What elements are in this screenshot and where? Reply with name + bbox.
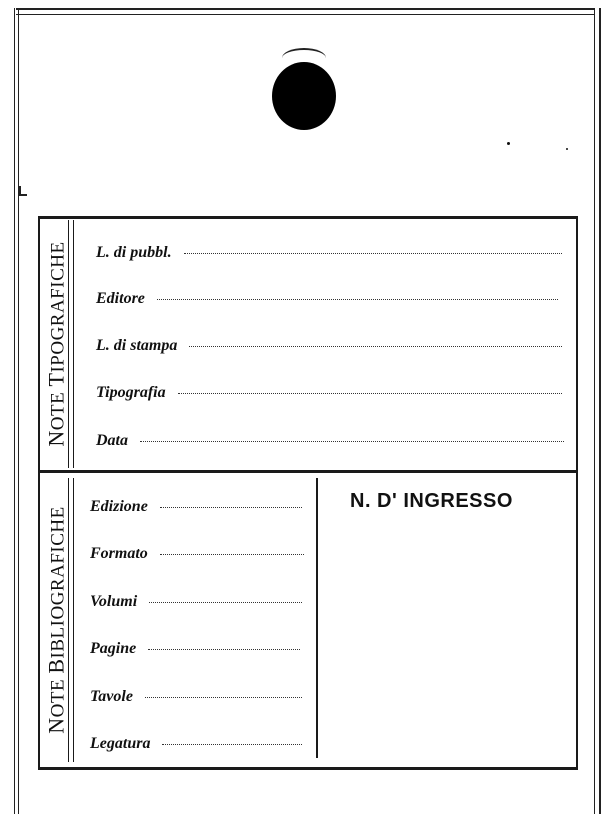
field-label: L. di pubbl. xyxy=(96,244,172,261)
fill-line[interactable] xyxy=(184,252,562,254)
field-label: Pagine xyxy=(90,640,137,657)
fill-line[interactable] xyxy=(160,506,302,508)
field-edizione[interactable] xyxy=(90,498,302,516)
section-divider xyxy=(38,470,578,473)
speck xyxy=(566,148,568,150)
note-tipografiche-strip xyxy=(40,220,74,468)
field-label: Volumi xyxy=(90,593,138,610)
field-label: Legatura xyxy=(90,735,151,752)
field-luogo-pubblicazione[interactable] xyxy=(96,244,562,262)
field-label: Edizione xyxy=(90,498,148,515)
fill-line[interactable] xyxy=(148,648,300,650)
field-formato[interactable] xyxy=(90,545,304,563)
fill-line[interactable] xyxy=(140,440,564,442)
corner-mark xyxy=(19,186,27,196)
field-editore[interactable] xyxy=(96,290,558,308)
field-label: Tipografia xyxy=(96,384,166,401)
note-bibliografiche-strip xyxy=(40,478,74,762)
fill-line[interactable] xyxy=(178,392,562,394)
fill-line[interactable] xyxy=(162,743,302,745)
fill-line[interactable] xyxy=(160,553,304,555)
ingresso-divider xyxy=(316,478,318,758)
card-top-border xyxy=(16,8,594,15)
field-label: Tavole xyxy=(90,688,133,705)
note-bibliografiche-title: NOTE BIBLIOGRAFICHE xyxy=(44,506,69,734)
field-label: L. di stampa xyxy=(96,337,178,354)
field-label: Editore xyxy=(96,290,145,307)
speck xyxy=(507,142,510,145)
field-tipografia[interactable] xyxy=(96,384,562,402)
field-volumi[interactable] xyxy=(90,593,302,611)
fill-line[interactable] xyxy=(149,601,302,603)
card-right-border xyxy=(594,8,601,814)
field-luogo-stampa[interactable] xyxy=(96,337,562,355)
note-tipografiche-title: NOTE TIPOGRAFICHE xyxy=(44,241,69,447)
card-left-border xyxy=(14,8,19,814)
field-data[interactable] xyxy=(96,432,564,450)
field-label: Data xyxy=(96,432,128,449)
fill-line[interactable] xyxy=(189,345,562,347)
fill-line[interactable] xyxy=(145,696,302,698)
punch-hole xyxy=(272,62,336,130)
field-legatura[interactable] xyxy=(90,735,302,753)
field-tavole[interactable] xyxy=(90,688,302,706)
numero-ingresso-label: N. D' INGRESSO xyxy=(350,490,513,512)
fill-line[interactable] xyxy=(157,298,558,300)
field-pagine[interactable] xyxy=(90,640,300,658)
field-label: Formato xyxy=(90,545,148,562)
